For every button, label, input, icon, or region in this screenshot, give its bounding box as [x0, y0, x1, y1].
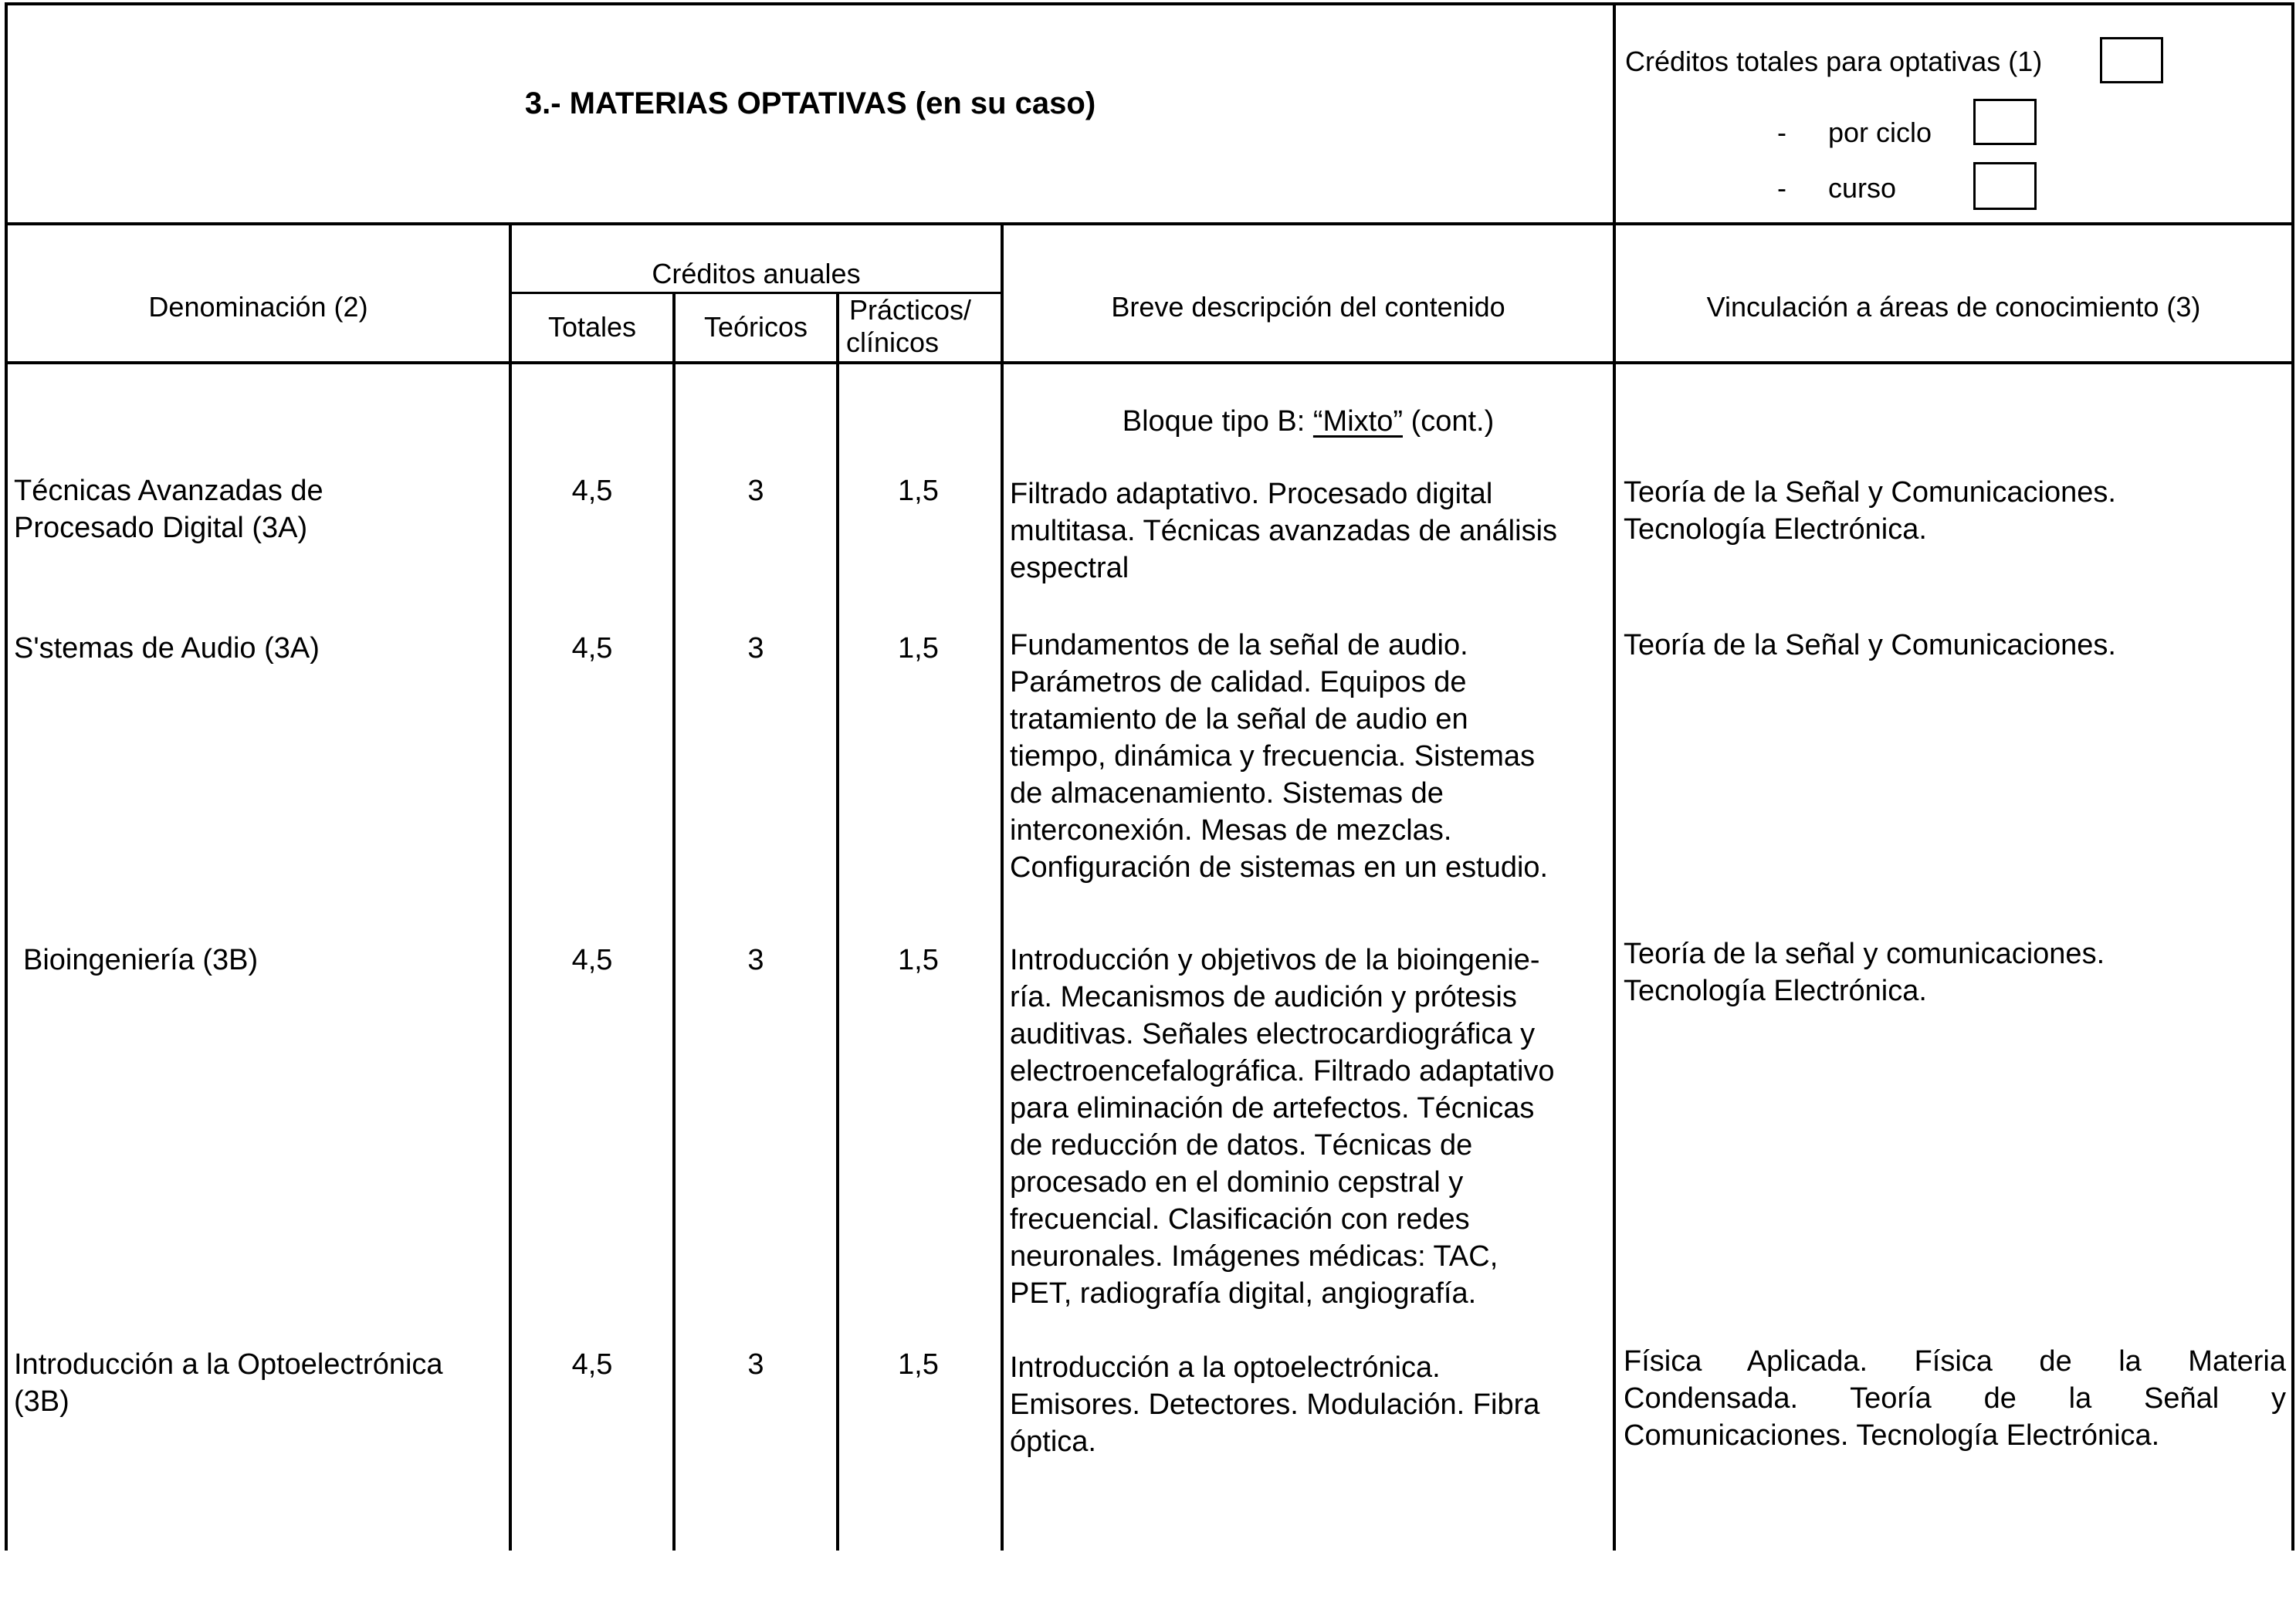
row-name-line: Introducción a la Optoelectrónica — [14, 1348, 443, 1381]
row-areas — [1624, 1343, 2286, 1454]
description-line: tratamiento de la señal de audio en — [1010, 703, 1468, 736]
top-border — [5, 2, 2294, 5]
description-line: electroencefalográfica. Filtrado adaptativo — [1010, 1055, 1555, 1087]
areas-line: Teoría de la Señal y Comunicaciones. — [1624, 476, 2116, 509]
row-description — [1010, 1349, 1539, 1460]
description-line: para eliminación de artefectos. Técnicas — [1010, 1092, 1535, 1125]
areas-line: Tecnología Electrónica. — [1624, 975, 1927, 1007]
description-line: Fundamentos de la señal de audio. — [1010, 629, 1468, 661]
creditos-totales-box[interactable] — [2100, 37, 2163, 83]
row-areas — [1624, 935, 2105, 1010]
row-name-line: Técnicas Avanzadas de — [14, 475, 323, 507]
description-line: de almacenamiento. Sistemas de — [1010, 777, 1444, 810]
row-areas — [1624, 474, 2116, 548]
row-totales: 4,5 — [571, 475, 613, 507]
description-line: Introducción y objetivos de la bioingenie- — [1010, 944, 1540, 976]
row-description — [1010, 475, 1557, 587]
page-title: 3.- MATERIAS OPTATIVAS (en su caso) — [524, 86, 1096, 120]
description-line: Emisores. Detectores. Modulación. Fibra — [1010, 1388, 1540, 1421]
row-description — [1010, 942, 1555, 1312]
block-prefix: Bloque tipo B: — [1122, 405, 1305, 438]
description-line: neuronales. Imágenes médicas: TAC, — [1010, 1240, 1498, 1273]
description-line: Parámetros de calidad. Equipos de — [1010, 666, 1467, 698]
block-name: “Mixto” — [1312, 405, 1403, 438]
left-border — [5, 2, 8, 1551]
curso-label: curso — [1828, 172, 1897, 204]
row-totales: 4,5 — [571, 632, 613, 665]
header-teoricos: Teóricos — [703, 311, 808, 343]
row-teoricos: 3 — [747, 632, 764, 665]
description-line: multitasa. Técnicas avanzadas de análisis — [1010, 515, 1558, 547]
header-vinculacion: Vinculación a áreas de conocimiento (3) — [1706, 291, 2201, 323]
header-bottom-rule — [5, 361, 2294, 364]
areas-line: Teoría de la señal y comunicaciones. — [1624, 938, 2105, 970]
row-name — [23, 942, 258, 979]
row-teoricos: 3 — [747, 475, 764, 507]
description-line: frecuencial. Clasificación con redes — [1010, 1203, 1470, 1236]
areas-line: Tecnología Electrónica. — [1624, 513, 1927, 546]
areas-line: Condensada. Teoría de la Señal y — [1624, 1382, 2286, 1415]
description-line: auditivas. Señales electrocardiográfica y — [1010, 1018, 1536, 1050]
col-line-teoricos — [836, 292, 839, 1551]
header-denominacion: Denominación (2) — [148, 291, 368, 323]
row-name-line: Procesado Digital (3A) — [14, 512, 308, 544]
description-line: ría. Mecanismos de audición y prótesis — [1010, 981, 1517, 1013]
header-descripcion: Breve descripción del contenido — [1111, 291, 1505, 323]
description-line: PET, radiografía digital, angiografía. — [1010, 1277, 1477, 1310]
areas-line: Física Aplicada. Física de la Materia — [1624, 1345, 2286, 1378]
block-suffix: (cont.) — [1410, 405, 1495, 438]
por-ciclo-dash: - — [1777, 117, 1786, 148]
description-line: espectral — [1010, 552, 1129, 584]
row-practicos: 1,5 — [898, 1348, 939, 1381]
row-name — [14, 472, 323, 546]
header-creditos-anuales: Créditos anuales — [652, 258, 861, 289]
row-practicos: 1,5 — [898, 475, 939, 507]
row-name-line: Bioingeniería (3B) — [23, 944, 259, 976]
description-line: tiempo, dinámica y frecuencia. Sistemas — [1010, 740, 1536, 773]
header-totales: Totales — [547, 311, 637, 343]
por-ciclo-box[interactable] — [1973, 99, 2037, 145]
description-line: Filtrado adaptativo. Procesado digital — [1010, 478, 1493, 510]
row-totales: 4,5 — [571, 1348, 613, 1381]
row-teoricos: 3 — [747, 944, 764, 976]
description-line: óptica. — [1010, 1426, 1096, 1458]
header-practicos-line1: Prácticos/ — [849, 294, 972, 326]
row-areas — [1624, 627, 2116, 664]
row-name — [14, 630, 320, 667]
block-label — [1004, 403, 1613, 440]
description-line: Introducción a la optoelectrónica. — [1010, 1351, 1441, 1384]
row-description — [1010, 627, 1548, 886]
description-line: procesado en el dominio cepstral y — [1010, 1166, 1464, 1199]
row-totales: 4,5 — [571, 944, 613, 976]
title-divider — [1613, 2, 1616, 1551]
row-name-line: S'stemas de Audio (3A) — [14, 632, 320, 665]
curso-box[interactable] — [1973, 162, 2037, 210]
description-line: de reducción de datos. Técnicas de — [1010, 1129, 1473, 1162]
areas-line: Comunicaciones. Tecnología Electrónica. — [1624, 1419, 2160, 1452]
por-ciclo-label: por ciclo — [1828, 117, 1932, 148]
right-border — [2291, 2, 2294, 1551]
row-name — [14, 1346, 443, 1420]
header-top-rule — [5, 222, 2294, 225]
creditos-totales-label: Créditos totales para optativas (1) — [1625, 46, 2043, 77]
description-line: Configuración de sistemas en un estudio. — [1010, 851, 1549, 884]
row-practicos: 1,5 — [898, 632, 939, 665]
row-practicos: 1,5 — [898, 944, 939, 976]
description-line: interconexión. Mesas de mezclas. — [1010, 814, 1452, 847]
row-name-line: (3B) — [14, 1385, 69, 1418]
row-teoricos: 3 — [747, 1348, 764, 1381]
areas-line: Teoría de la Señal y Comunicaciones. — [1624, 629, 2116, 661]
header-practicos-line2: clínicos — [846, 326, 940, 358]
curso-dash: - — [1777, 172, 1786, 204]
